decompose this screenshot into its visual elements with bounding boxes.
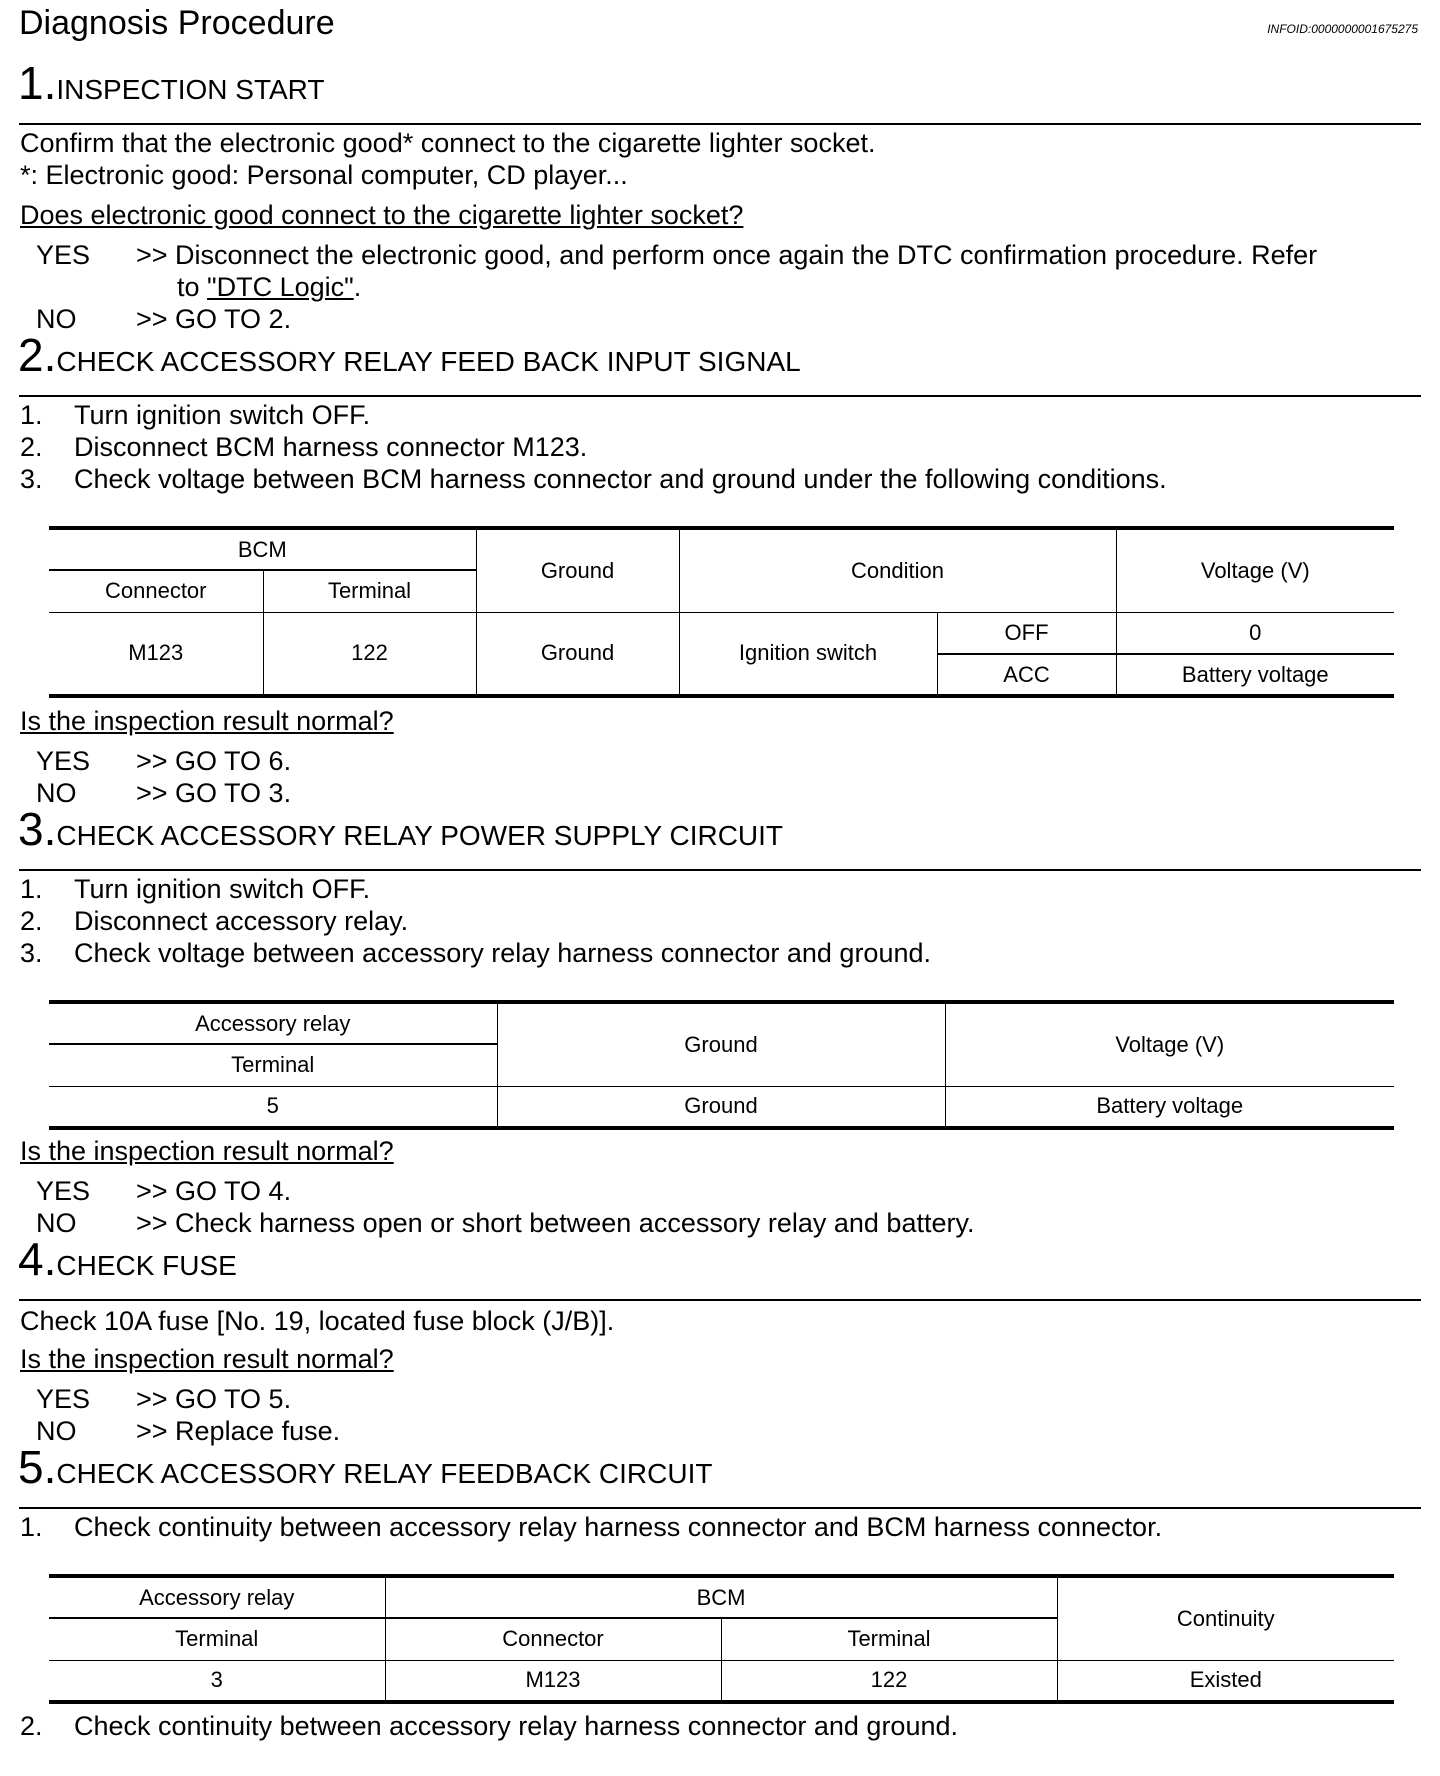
answer-yes [20, 240, 1317, 271]
table-header: Connector [49, 570, 263, 612]
continuity-table [49, 1574, 1394, 1704]
question: Is the inspection result normal? [20, 706, 394, 736]
divider [19, 869, 1421, 871]
answer-yes [20, 1384, 291, 1415]
list-item [20, 874, 370, 905]
list-item [20, 1711, 958, 1742]
yes-text-post: . [353, 272, 362, 302]
divider [19, 395, 1421, 397]
step-title: CHECK ACCESSORY RELAY POWER SUPPLY CIRCUIT [56, 820, 784, 851]
no-text: >> GO TO 2. [136, 304, 292, 334]
item-text: Turn ignition switch OFF. [74, 400, 371, 430]
answer-yes [20, 746, 291, 777]
step-5-heading [18, 1440, 712, 1494]
table-header: Continuity [1057, 1576, 1394, 1660]
item-text: Check continuity between accessory relay harness connector and ground. [74, 1711, 958, 1741]
yes-text: >> GO TO 6. [136, 746, 292, 776]
list-item [20, 906, 408, 937]
item-number: 1. [20, 1512, 43, 1542]
divider [19, 123, 1421, 125]
table-cell: 0 [1116, 612, 1394, 654]
table-cell: 3 [49, 1660, 385, 1702]
table-header: BCM [385, 1576, 1057, 1618]
item-text: Disconnect accessory relay. [74, 906, 409, 936]
no-text: >> Replace fuse. [136, 1416, 341, 1446]
item-text: Turn ignition switch OFF. [74, 874, 371, 904]
step-1-heading [18, 56, 324, 110]
item-number: 2. [20, 906, 43, 936]
step-3-heading [18, 802, 783, 856]
no-label: NO [36, 778, 77, 808]
question: Is the inspection result normal? [20, 1344, 394, 1374]
table-header: BCM [49, 528, 476, 570]
relay-voltage-table [49, 1000, 1394, 1130]
step-number: 4. [18, 1233, 57, 1285]
question: Is the inspection result normal? [20, 1136, 394, 1166]
answer-yes [20, 1176, 291, 1207]
step-4-heading [18, 1232, 237, 1286]
table-cell: OFF [937, 612, 1116, 654]
step-title: CHECK FUSE [56, 1250, 237, 1281]
table-cell: ACC [937, 654, 1116, 696]
no-label: NO [36, 1208, 77, 1238]
yes-label: YES [36, 746, 91, 776]
table-header: Connector [385, 1618, 721, 1660]
item-text: Check voltage between accessory relay harness connector and ground. [74, 938, 931, 968]
paragraph: Check 10A fuse [No. 19, located fuse block (J/B)]. [20, 1306, 615, 1336]
answer-yes-continued [177, 272, 361, 303]
yes-text-pre: to [177, 272, 208, 302]
dtc-logic-link[interactable]: "DTC Logic" [207, 272, 354, 302]
list-item [20, 938, 931, 969]
list-item [20, 1512, 1162, 1543]
table-header: Terminal [263, 570, 476, 612]
no-label: NO [36, 1416, 77, 1446]
table-cell: Ground [476, 612, 679, 696]
step-number: 3. [18, 803, 57, 855]
table-header: Voltage (V) [1116, 528, 1394, 612]
table-cell: 122 [721, 1660, 1057, 1702]
table-cell: 122 [263, 612, 476, 696]
item-number: 3. [20, 938, 43, 968]
table-header: Terminal [49, 1044, 497, 1086]
table-cell: Ground [497, 1086, 945, 1128]
table-cell: 5 [49, 1086, 497, 1128]
item-number: 1. [20, 400, 43, 430]
table-cell: Ignition switch [679, 612, 937, 696]
table-cell: M123 [385, 1660, 721, 1702]
step-2-heading [18, 328, 801, 382]
divider [19, 1299, 1421, 1301]
no-text: >> Check harness open or short between accessory relay and battery. [136, 1208, 975, 1238]
table-cell: Existed [1057, 1660, 1394, 1702]
table-header: Terminal [721, 1618, 1057, 1660]
table-header: Ground [476, 528, 679, 612]
table-header: Condition [679, 528, 1116, 612]
table-header: Voltage (V) [945, 1002, 1394, 1086]
item-number: 3. [20, 464, 43, 494]
question: Does electronic good connect to the cigarette lighter socket? [20, 200, 744, 230]
item-number: 2. [20, 1711, 43, 1741]
yes-label: YES [36, 240, 91, 270]
step-title: CHECK ACCESSORY RELAY FEED BACK INPUT SIGNAL [56, 346, 801, 377]
step-title: INSPECTION START [56, 74, 325, 105]
item-text: Disconnect BCM harness connector M123. [74, 432, 588, 462]
yes-label: YES [36, 1384, 91, 1414]
yes-text: >> GO TO 5. [136, 1384, 292, 1414]
paragraph: Confirm that the electronic good* connect to the cigarette lighter socket. [20, 128, 876, 158]
step-title: CHECK ACCESSORY RELAY FEEDBACK CIRCUIT [56, 1458, 713, 1489]
no-text: >> GO TO 3. [136, 778, 292, 808]
divider [19, 1507, 1421, 1509]
bcm-voltage-table [49, 526, 1394, 698]
yes-text: >> Disconnect the electronic good, and perform once again the DTC confirmation procedure. Refer [136, 240, 1318, 270]
yes-text: >> GO TO 4. [136, 1176, 292, 1206]
step-number: 1. [18, 57, 57, 109]
list-item [20, 400, 370, 431]
item-text: Check voltage between BCM harness connector and ground under the following conditions. [74, 464, 1167, 494]
table-header: Terminal [49, 1618, 385, 1660]
yes-label: YES [36, 1176, 91, 1206]
table-cell: M123 [49, 612, 263, 696]
table-cell: Battery voltage [1116, 654, 1394, 696]
table-header: Ground [497, 1002, 945, 1086]
step-number: 2. [18, 329, 57, 381]
item-number: 2. [20, 432, 43, 462]
list-item [20, 432, 587, 463]
step-number: 5. [18, 1441, 57, 1493]
info-id: INFOID:0000000001675275 [1267, 22, 1418, 36]
footnote: *: Electronic good: Personal computer, CD player... [20, 160, 628, 190]
list-item [20, 464, 1167, 495]
item-text: Check continuity between accessory relay harness connector and BCM harness connector. [74, 1512, 1163, 1542]
item-number: 1. [20, 874, 43, 904]
no-label: NO [36, 304, 77, 334]
table-cell: Battery voltage [945, 1086, 1394, 1128]
table-header: Accessory relay [49, 1002, 497, 1044]
page-title: Diagnosis Procedure [19, 4, 335, 42]
table-header: Accessory relay [49, 1576, 385, 1618]
